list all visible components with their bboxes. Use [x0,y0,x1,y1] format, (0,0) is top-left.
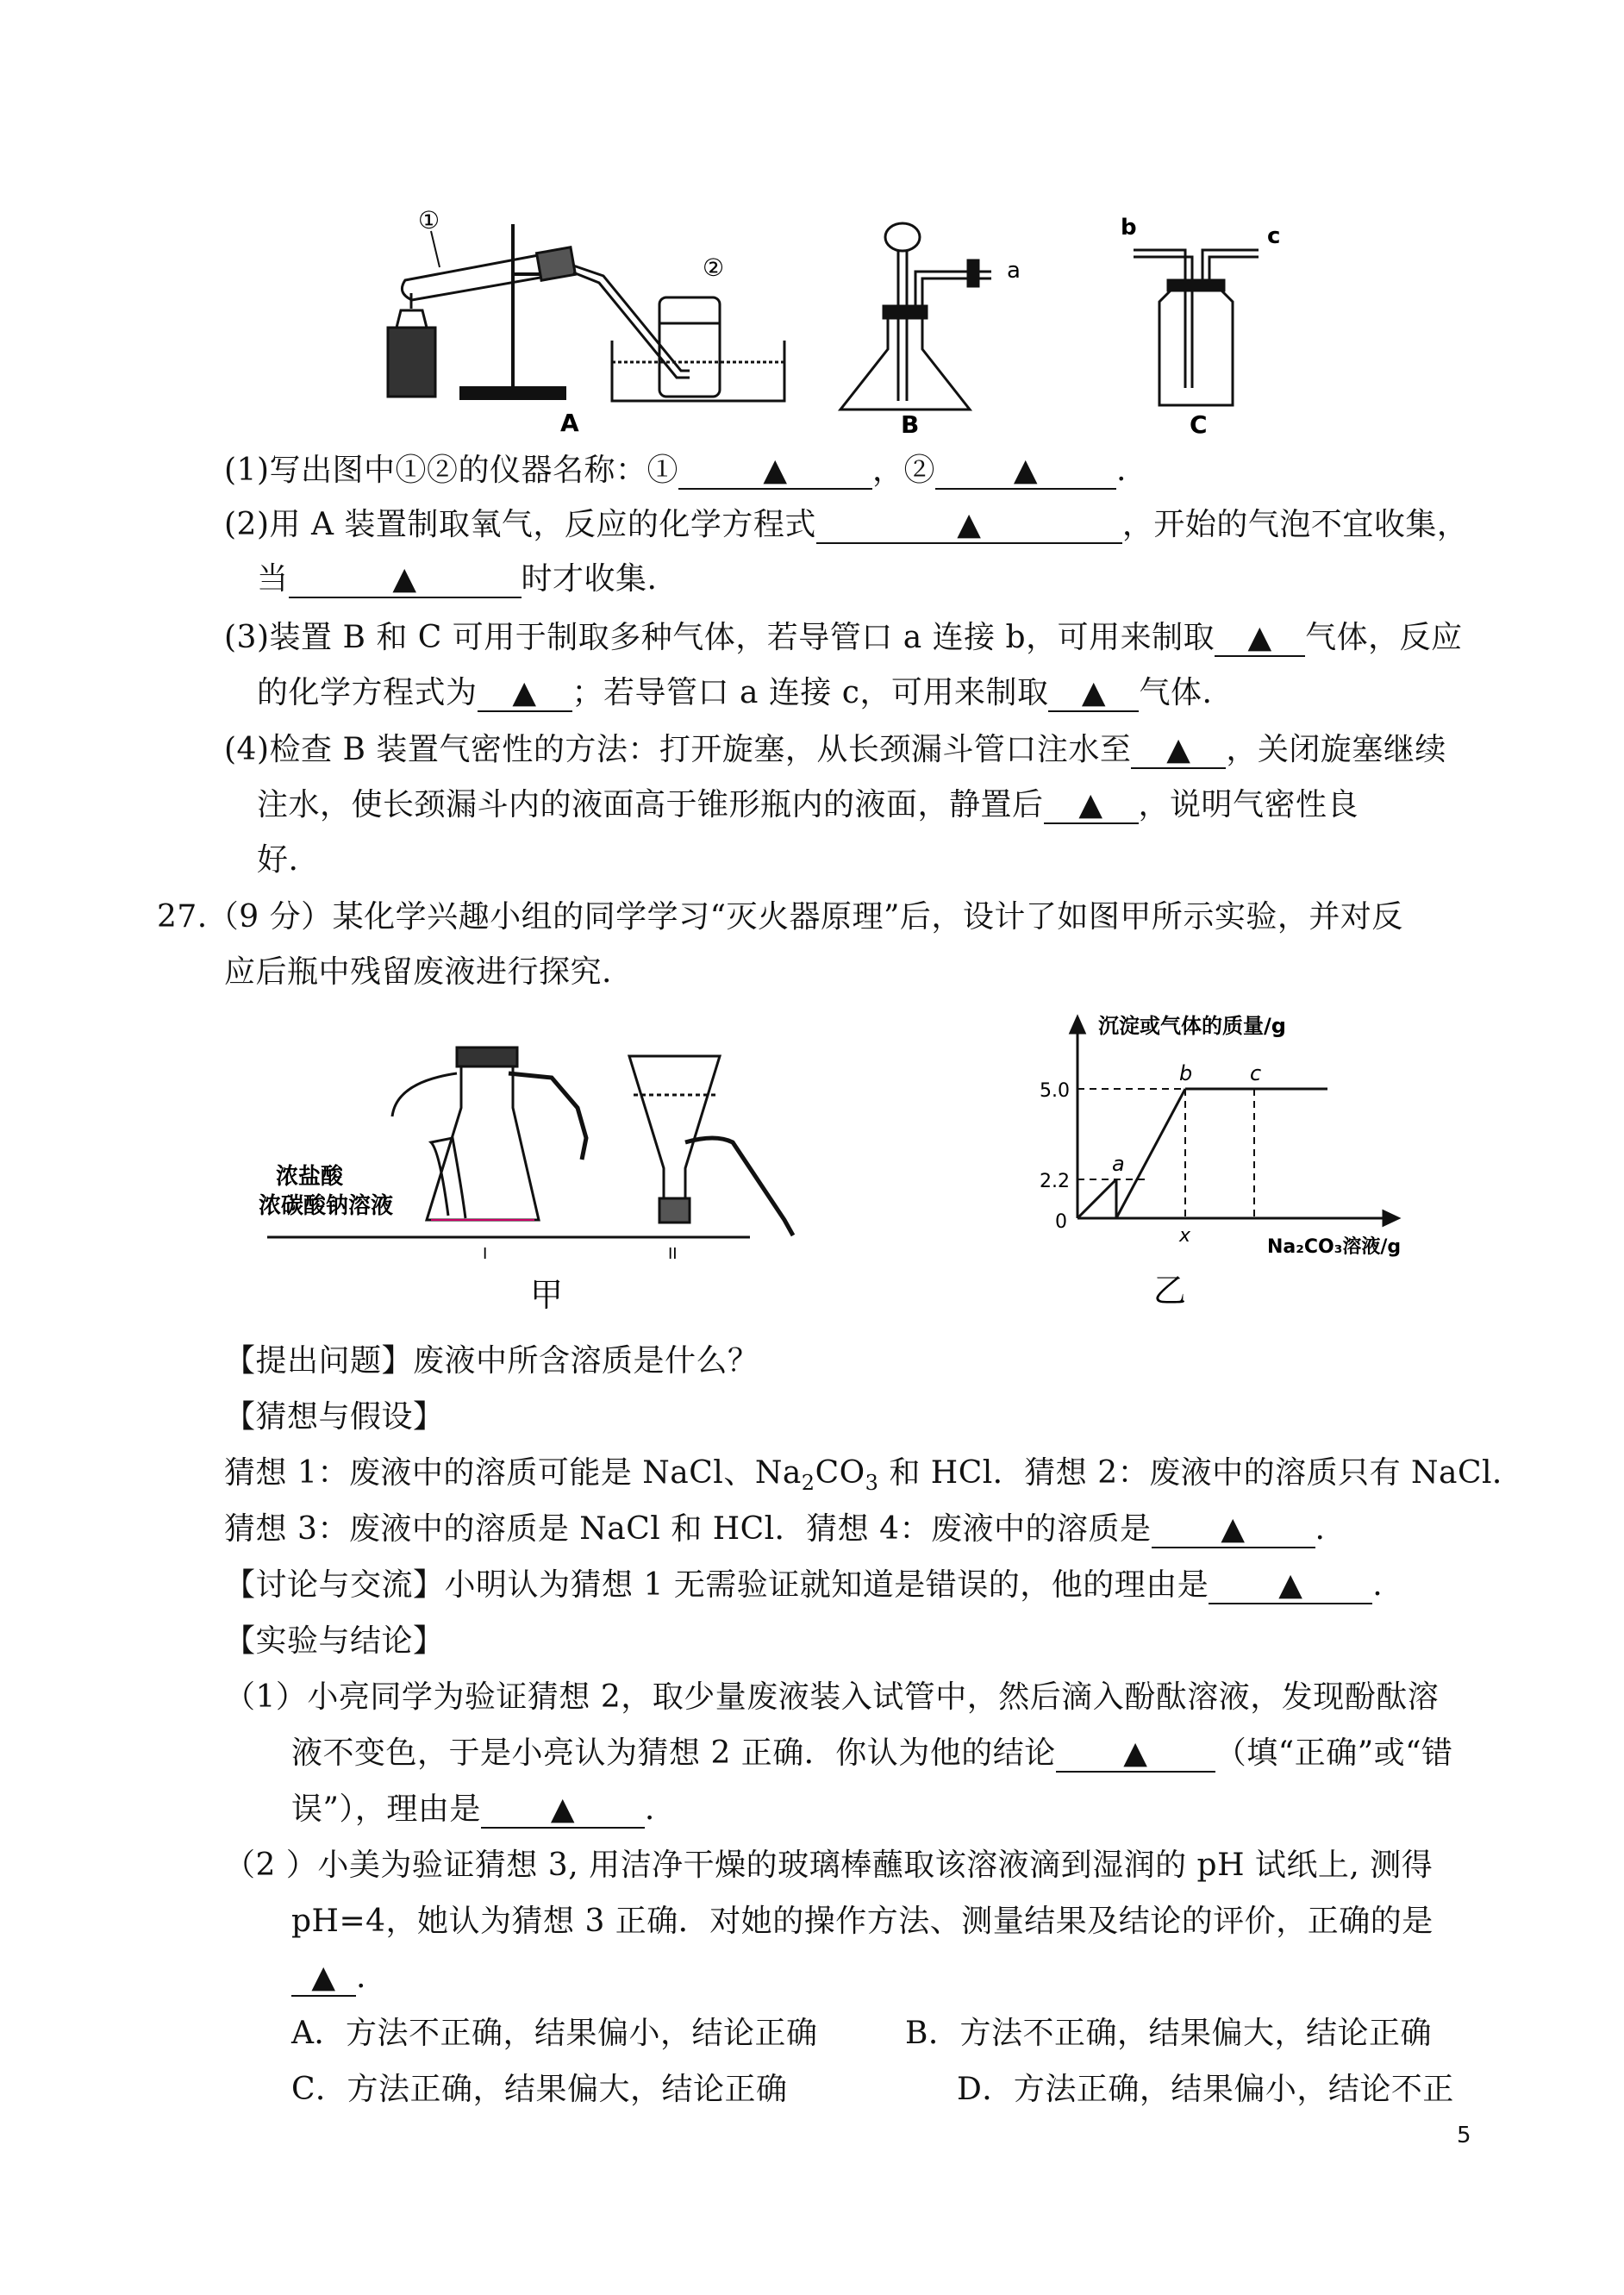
label-flask-1: I [483,1245,488,1263]
caption-yi: 乙 [1153,1272,1187,1310]
label-C: C [1190,410,1208,439]
exp2-line1: （2 ）小美为验证猜想 3, 用洁净干燥的玻璃棒蘸取该溶液滴到湿润的 pH 试纸上, 测得 [224,1848,1433,1883]
figure-yi-graph [1040,1007,1457,1322]
x-axis-label: Na₂CO₃溶液/g [1267,1236,1402,1258]
label-a-top: a [1007,258,1021,284]
hypothesis-3-4: 猜想 3：废液中的溶质是 NaCl 和 HCl．猜想 4：废液中的溶质是 ▲ . [224,1511,1326,1547]
label-B: B [901,410,920,439]
page-number: 5 [1457,2123,1471,2148]
q26-part4-line1: (4)检查 B 装置气密性的方法：打开旋塞，从长颈漏斗管口注水至 ▲ ，关闭旋塞继续 [224,732,1446,767]
label-A: A [560,409,579,437]
q26-part3-line1: (3)装置 B 和 C 可用于制取多种气体，若导管口 a 连接 b，可用来制取 ▲ 气体，反应 [224,620,1463,655]
exp2-line2: pH=4，她认为猜想 3 正确．对她的操作方法、测量结果及结论的评价，正确的是 [291,1904,1433,1939]
option-a[interactable]: A．方法不正确，结果偏小，结论正确 [291,2016,818,2051]
q27-intro-line2: 应后瓶中残留废液进行探究. [224,954,612,990]
q26-part3-line2: 的化学方程式为 ▲ ；若导管口 a 连接 c，可用来制取 ▲ 气体. [257,675,1213,710]
answer-blank[interactable]: ▲ [481,1792,645,1829]
option-b[interactable]: B．方法不正确，结果偏大，结论正确 [905,2016,1432,2051]
exp1-line1: （1）小亮同学为验证猜想 2，取少量废液装入试管中，然后滴入酚酞溶液，发现酚酞溶 [224,1679,1440,1715]
figure-jia [259,1013,965,1315]
answer-blank[interactable]: ▲ [1048,676,1139,712]
q26-part2-line1: (2)用 A 装置制取氧气，反应的化学方程式 ▲ ，开始的气泡不宜收集， [224,507,1469,542]
q26-part1: (1)写出图中①②的仪器名称：① ▲ ，② ▲ . [224,453,1127,488]
conical-flask [840,223,991,410]
y-axis-label: 沉淀或气体的质量/g [1098,1014,1286,1038]
exp1-line2: 液不变色，于是小亮认为猜想 2 正确．你认为他的结论 ▲ （填“正确”或“错 [291,1735,1453,1771]
answer-blank[interactable]: ▲ [291,1960,356,1997]
answer-blank[interactable]: ▲ [1056,1736,1215,1773]
exp2-line3: ▲ . [291,1957,366,1998]
alcohol-lamp [388,293,435,397]
q27-intro-line1: 27.（9 分）某化学兴趣小组的同学学习“灭火器原理”后，设计了如图甲所示实验，并对反 [157,899,1403,935]
label-hcl: 浓盐酸 [276,1164,344,1190]
water-trough [612,297,784,401]
point-x: x [1179,1225,1191,1247]
exp1-line3: 误”），理由是 ▲ . [291,1792,655,1827]
label-na2co3: 浓碳酸钠溶液 [259,1193,394,1219]
answer-blank[interactable]: ▲ [678,453,872,490]
answer-blank[interactable]: ▲ [1215,621,1305,657]
label-circle-2: ② [703,253,725,282]
hypothesis-title: 【猜想与假设】 [224,1399,445,1435]
experiment-title: 【实验与结论】 [224,1623,445,1659]
label-circle-1: ① [418,206,440,235]
point-b: b [1179,1061,1193,1085]
caption-jia: 甲 [530,1276,564,1314]
q26-part4-line2: 注水，使长颈漏斗内的液面高于锥形瓶内的液面，静置后 ▲ ，说明气密性良 [257,787,1359,822]
hypothesis-1-2: 猜想 1：废液中的溶质可能是 NaCl、$Na_2CO_3$ 和 HCl．猜想 2：废液中的溶质只有 NaCl． [224,1455,1524,1496]
answer-blank[interactable]: ▲ [1131,733,1226,769]
q26-part2-line2: 当 ▲ 时才收集. [257,561,658,597]
discussion: 【讨论与交流】小明认为猜想 1 无需验证就知道是错误的，他的理由是 ▲ . [224,1567,1384,1603]
test-tube [402,247,690,378]
answer-blank[interactable]: ▲ [935,453,1116,490]
y-tick-2-2: 2.2 [1040,1171,1070,1192]
label-flask-2: II [668,1245,678,1263]
y-tick-5: 5.0 [1040,1080,1070,1102]
point-a: a [1112,1152,1125,1176]
apparatus-figure [371,207,1319,440]
q26-part4-line3: 好. [257,842,299,878]
answer-blank[interactable]: ▲ [1152,1512,1315,1548]
answer-blank[interactable]: ▲ [1044,788,1139,824]
gas-bottle [1134,250,1259,405]
answer-blank[interactable]: ▲ [816,508,1122,544]
problem-statement: 【提出问题】废液中所含溶质是什么？ [224,1343,759,1379]
label-b-top: b [1121,215,1137,241]
origin-label: 0 [1055,1211,1067,1233]
answer-blank[interactable]: ▲ [1209,1568,1372,1604]
option-c[interactable]: C．方法正确，结果偏大，结论正确 [291,2072,788,2107]
answer-blank[interactable]: ▲ [289,562,522,598]
label-c-top: c [1267,223,1281,249]
point-c: c [1250,1061,1262,1085]
answer-blank[interactable]: ▲ [478,676,572,712]
option-d[interactable]: D．方法正确，结果偏小，结论不正 [957,2072,1454,2107]
